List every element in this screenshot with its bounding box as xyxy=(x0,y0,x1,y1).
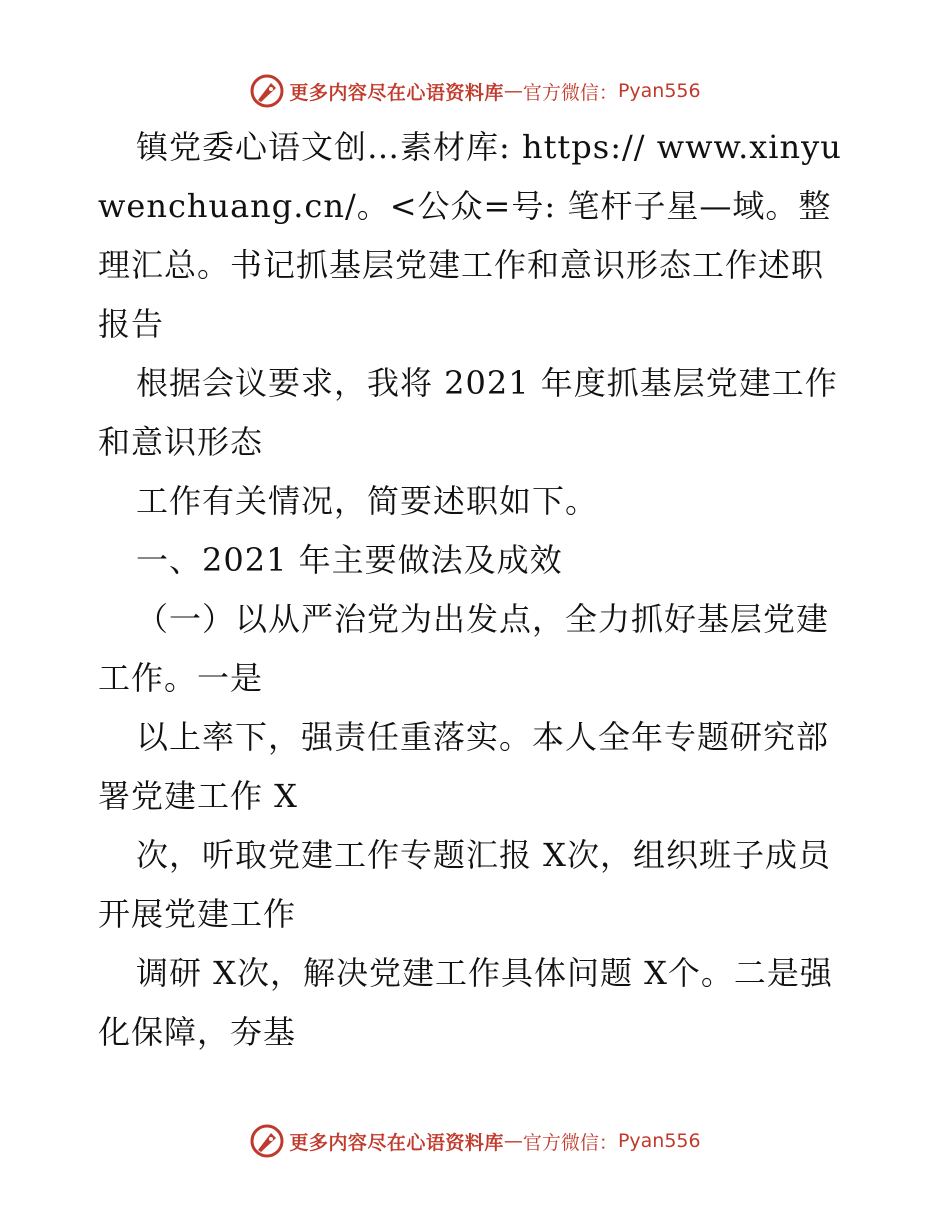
pen-nib-logo-icon xyxy=(249,73,285,109)
banner-sub-text: 官方微信： xyxy=(522,1131,618,1154)
banner-dash: — xyxy=(503,80,523,102)
banner-account: Pyan556 xyxy=(617,1130,701,1152)
banner-dash: — xyxy=(503,1130,523,1152)
paragraph-title: 镇党委心语文创…素材库: https:// www.xinyuwenchuang.cn/。<公众=号: 笔杆子星—域。整理汇总。书记抓基层党建工作和意识形态工作述职报告 xyxy=(98,128,842,343)
paragraph-intro-cont: 工作有关情况，简要述职如下。 xyxy=(136,482,599,520)
paragraph-intro: 根据会议要求，我将 2021 年度抓基层党建工作和意识形态 xyxy=(98,364,838,461)
banner-sub-text: 官方微信： xyxy=(522,81,618,104)
banner-main-text: 更多内容尽在心语资料库 xyxy=(289,1131,504,1154)
banner-main-text: 更多内容尽在心语资料库 xyxy=(289,81,504,104)
footer-banner xyxy=(0,1121,950,1161)
section-heading: 一、2021 年主要做法及成效 xyxy=(136,541,563,579)
header-banner xyxy=(0,71,950,111)
document-body xyxy=(98,118,854,1062)
banner-account: Pyan556 xyxy=(617,80,701,102)
paragraph-body: 以上率下，强责任重落实。本人全年专题研究部署党建工作 X xyxy=(98,718,830,815)
pen-nib-logo-icon xyxy=(249,1123,285,1159)
paragraph-body: 次，听取党建工作专题汇报 X次，组织班子成员开展党建工作 xyxy=(98,836,831,933)
paragraph-body: 调研 X次，解决党建工作具体问题 X个。二是强化保障，夯基 xyxy=(98,954,833,1051)
subsection-heading: （一）以从严治党为出发点，全力抓好基层党建工作。一是 xyxy=(98,600,830,697)
